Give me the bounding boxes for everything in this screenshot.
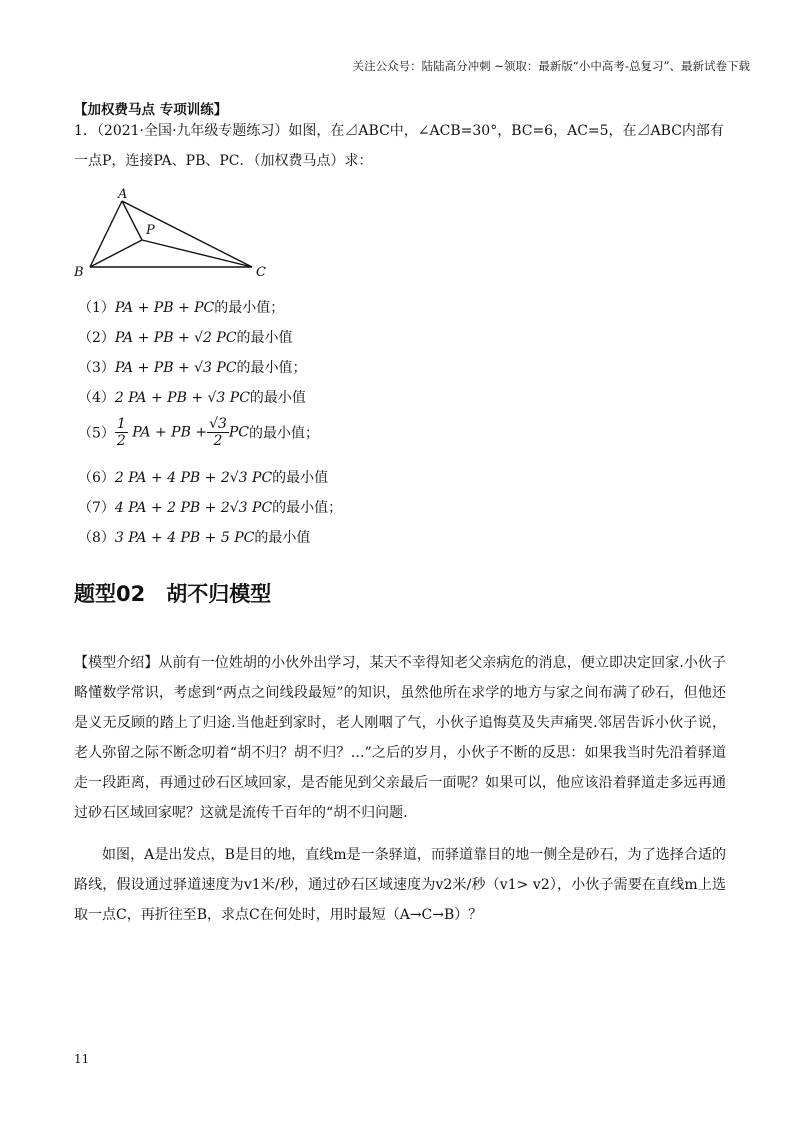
label-p: P bbox=[146, 223, 155, 238]
item-7: （7）4 PA + 2 PB + 2√3 PC的最小值； bbox=[78, 500, 343, 516]
item-1: （1）PA + PB + PC的最小值； bbox=[78, 300, 285, 316]
label-a: A bbox=[118, 187, 128, 202]
model-intro-paragraph: 【模型介绍】从前有一位姓胡的小伙外出学习，某天不幸得知老父亲病危的消息，便立即决定回家.小伙子略懂数学常识，考虑到“两点之间线段最短”的知识，虽然他所在求学的地方与家之间布满了砂石，但他还是义无反顾的踏上了归途.当他赶到家时，老人刚咽了气，小伙子追悔莫及失声痛哭.邻居告诉小伙子说，老人弥留之际不断念叨着“胡不归？胡不归？…”之后的岁月，小伙子不断的反思：如果我当时先沿着驿道走一段距离，再通过砂石区域回家，是否能见到父亲最后一面呢？如果可以，他应该沿着驿道走多远再通过砂石区域回家呢？这就是流传千百年的“胡不归问题. bbox=[74, 655, 726, 821]
segment-pc bbox=[142, 240, 252, 267]
triangle-figure bbox=[70, 185, 280, 280]
problem-line-2: 一点P，连接PA、PB、PC．（加权费马点）求： bbox=[74, 153, 373, 169]
section-label: 【加权费马点 专项训练】 bbox=[74, 102, 228, 118]
section-title: 题型02 胡不归模型 bbox=[74, 582, 272, 606]
fraction-root3-half: $\frac{√3}{2}$ bbox=[209, 416, 227, 449]
page-header: 关注公众号：陆陆高分冲刺 ~领取：最新版“小中高考-总复习”、最新试卷下载 bbox=[352, 59, 750, 73]
item-5: （5） $\frac{1}{2}$ PA + PB + $\frac{√3}{2}$ PC的最小值； bbox=[78, 416, 320, 449]
problem-setup-paragraph: 如图，A是出发点，B是目的地，直线m是一条驿道，而驿道靠目的地一侧全是砂石，为了选择合适的路线，假设通过驿道速度为v1米/秒，通过砂石区域速度为v2米/秒（v1> v2），小伙子需要在直线m上选取一点C，再折往至B，求点C在何处时，用时最短（A→C→B）？ bbox=[74, 847, 726, 923]
problem-line-1: 1．（2021·全国·九年级专题练习）如图，在⊿ABC中，∠ACB=30°，BC=6，AC=5，在⊿ABC内部有 bbox=[74, 123, 724, 139]
item-2: （2）PA + PB + √2 PC的最小值 bbox=[78, 330, 293, 346]
item-4: （4）2 PA + PB + √3 PC的最小值 bbox=[78, 390, 306, 406]
edge-ab bbox=[90, 201, 122, 267]
item-3: （3）PA + PB + √3 PC的最小值； bbox=[78, 360, 307, 376]
fraction-one-half: $\frac{1}{2}$ bbox=[116, 416, 126, 449]
edge-ac bbox=[122, 201, 252, 267]
page-number: 11 bbox=[74, 1052, 90, 1066]
segment-pb bbox=[90, 240, 142, 267]
item-8: （8）3 PA + 4 PB + 5 PC的最小值 bbox=[78, 530, 311, 546]
label-c: C bbox=[256, 265, 266, 280]
label-b: B bbox=[74, 265, 84, 280]
item-6: （6）2 PA + 4 PB + 2√3 PC的最小值 bbox=[78, 470, 329, 486]
